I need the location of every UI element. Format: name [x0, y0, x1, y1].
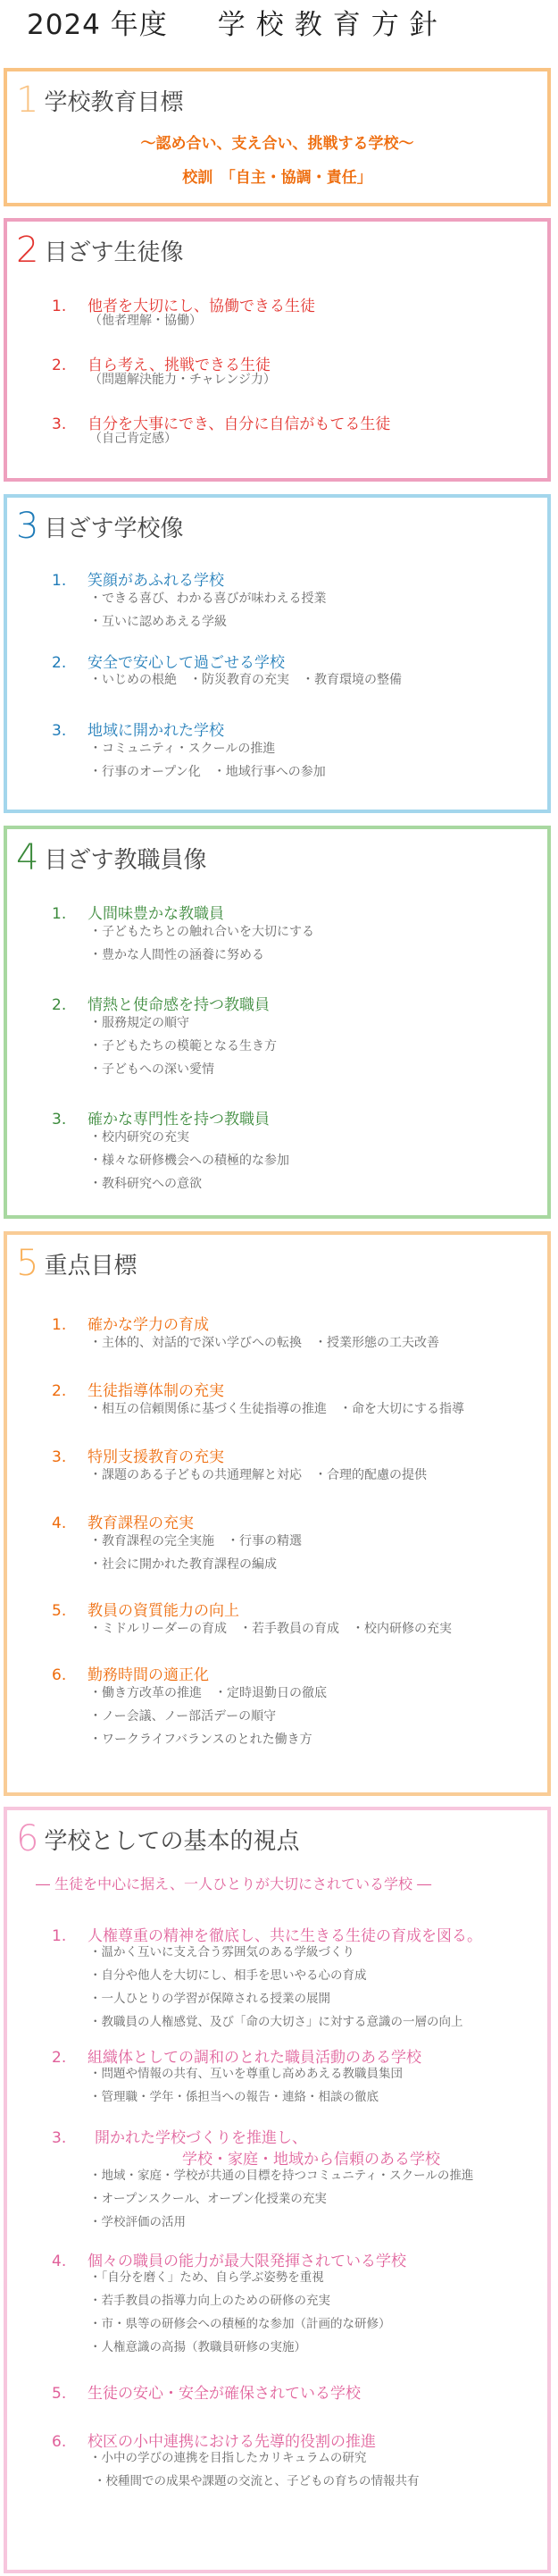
list-item-sub: ・コミュニティ・スクールの推進 ・行事のオープン化 ・地域行事への参加 [89, 742, 326, 779]
list-item: 1. 確かな学力の育成 [52, 1316, 209, 1334]
list-item: 3. 特別支援教育の充実 [52, 1448, 224, 1466]
list-item-sub: ・ミドルリーダーの育成 ・若手教員の育成 ・校内研修の充実 [89, 1622, 452, 1636]
list-item-sub: ・教育課程の完全実施 ・行事の精選 ・社会に開かれた教育課程の編成 [89, 1534, 302, 1572]
page-title-year: 2024 年度 [27, 9, 168, 41]
list-item: 2. 情熱と使命感を持つ教職員 [52, 996, 270, 1014]
section-heading [16, 837, 207, 878]
list-item-sub: ・温かく互いに支え合う雰囲気のある学級づくり ・自分や他人を大切にし、相手を思いやる心の育成 ・一人ひとりの学習が保障される授業の展開 ・教職員の人権感覚、及び「命の大切さ」に対する意識の一層の向上 [89, 1945, 463, 2029]
list-item: 6. 校区の小中連携における先導的役割の推進 [52, 2433, 376, 2451]
section-title: 目ざす生徒像 [44, 239, 184, 266]
page-title-label: 学校教育方針 [217, 9, 448, 41]
list-item: 6. 勤務時間の適正化 [52, 1666, 209, 1684]
list-item-sub: ・小中の学びの連携を目指したカリキュラムの研究 ・校種間での成果や課題の交流と、子どもの育ちの情報共有 [89, 2451, 420, 2488]
section-number: 3 [16, 506, 39, 547]
list-item-sub: ・地域・家庭・学校が共通の目標を持つコミュニティ・スクールの推進 ・オープンスクール、オープン化授業の充実 ・学校評価の活用 [89, 2169, 474, 2229]
section-staff-ideal [4, 826, 551, 1219]
list-item-sub: ・子どもたちとの触れ合いを大切にする ・豊かな人間性の涵養に努める [89, 925, 314, 962]
list-item-sub: （他者理解・協働） [89, 314, 202, 328]
list-item: 1. 人権尊重の精神を徹底し、共に生きる生徒の育成を図る。 [52, 1927, 482, 1945]
list-item-sub: ・校内研究の充実 ・様々な研修機会への積極的な参加 ・教科研究への意欲 [89, 1130, 289, 1191]
section-school-ideal [4, 494, 551, 813]
section-school-goal [4, 68, 551, 206]
section-title: 重点目標 [44, 1252, 137, 1280]
section-heading [16, 230, 184, 271]
section-student-ideal [4, 218, 551, 482]
section-title: 目ざす学校像 [44, 515, 184, 542]
list-item: 1. 笑顔があふれる学校 [52, 572, 224, 590]
section-number: 6 [16, 1818, 39, 1859]
section-title: 学校教育目標 [44, 88, 184, 116]
list-item: 5. 生徒の安心・安全が確保されている学校 [52, 2385, 361, 2403]
list-item: 3. 自分を大事にでき、自分に自信がもてる生徒 [52, 415, 391, 433]
list-item: 4. 教育課程の充実 [52, 1515, 194, 1532]
list-item-sub: ・いじめの根絶 ・防災教育の充実 ・教育環境の整備 [89, 673, 402, 687]
list-item-sub: ・課題のある子どもの共通理解と対応 ・合理的配慮の提供 [89, 1468, 427, 1482]
list-item: 1. 他者を大切にし、協働できる生徒 [52, 298, 315, 315]
list-item: 2. 自ら考え、挑戦できる生徒 [52, 357, 271, 374]
section-number: 2 [16, 230, 39, 271]
list-item-sub: ・できる喜び、わかる喜びが味わえる授業 ・互いに認めあえる学級 [89, 592, 327, 629]
list-item: 4. 個々の職員の能力が最大限発揮されている学校 [52, 2253, 406, 2270]
section-title: 目ざす教職員像 [44, 846, 207, 874]
section-priority-goals [4, 1231, 551, 1796]
section-number: 5 [16, 1243, 39, 1284]
section-heading [16, 1818, 300, 1859]
section-title: 学校としての基本的視点 [44, 1827, 300, 1855]
section-heading [16, 506, 184, 547]
list-item: 2. 生徒指導体制の充実 [52, 1382, 224, 1400]
list-item-sub: ・「自分を磨く」ため、自ら学ぶ姿勢を重視 ・若手教員の指導力向上のための研修の充実 ・市・県等の研修会への積極的な参加（計画的な研修） ・人権意識の高揚（教職員研修の実施） [89, 2270, 391, 2354]
page-title [27, 2, 448, 42]
list-item: 5. 教員の資質能力の向上 [52, 1602, 239, 1620]
section-basic-perspective [4, 1807, 551, 2573]
section-number: 1 [16, 80, 39, 121]
list-item: 3. 開かれた学校づくりを推進し、 [52, 2129, 307, 2147]
list-item-sub: ・問題や情報の共有、互いを尊重し高めあえる教職員集団 ・管理職・学年・係担当への報告・連絡・相談の徹底 [89, 2067, 403, 2104]
section-heading [16, 1243, 137, 1284]
list-item: 3. 地域に開かれた学校 [52, 722, 224, 740]
list-item: 1. 人間味豊かな教職員 [52, 905, 224, 923]
list-item: 2. 組織体としての調和のとれた職員活動のある学校 [52, 2049, 421, 2067]
section-number: 4 [16, 837, 39, 878]
section-heading [16, 80, 184, 121]
list-item: 2. 安全で安心して過ごせる学校 [52, 654, 285, 672]
list-item-sub: （問題解決能力・チャレンジ力） [89, 373, 276, 387]
list-item-sub: ・主体的、対話的で深い学びへの転換 ・授業形態の工夫改善 [89, 1336, 439, 1350]
list-item-title-cont: 学校・家庭・地域から信頼のある学校 [182, 2151, 440, 2169]
goal-motto: 〜認め合い、支え合い、挑戦する学校〜 [140, 135, 414, 153]
section-subtitle: ― 生徒を中心に据え、一人ひとりが大切にされている学校 ― [36, 1875, 432, 1892]
list-item-sub: （自己肯定感） [89, 432, 177, 446]
school-precept: 校訓 「自主・協調・責任」 [182, 169, 372, 187]
list-item: 3. 確かな専門性を持つ教職員 [52, 1111, 270, 1129]
list-item-sub: ・働き方改革の推進 ・定時退勤日の徹底 ・ノー会議、ノー部活デーの順守 ・ワークライフバランスのとれた働き方 [89, 1686, 327, 1747]
list-item-sub: ・相互の信頼関係に基づく生徒指導の推進 ・命を大切にする指導 [89, 1402, 464, 1416]
list-item-sub: ・服務規定の順守 ・子どもたちの模範となる生き方 ・子どもへの深い愛情 [89, 1016, 277, 1077]
